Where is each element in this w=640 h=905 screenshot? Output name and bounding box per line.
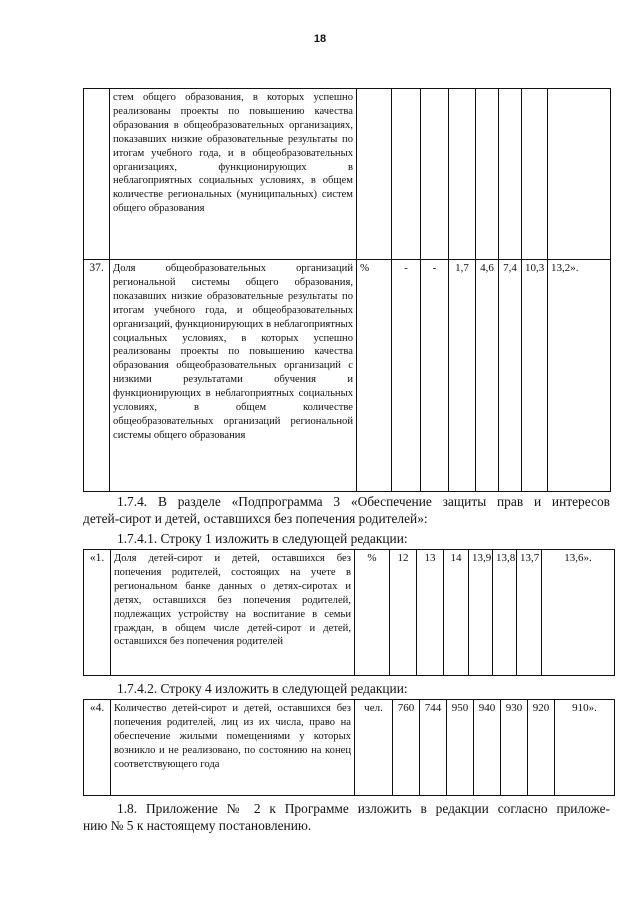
- value-cell: 4,6: [476, 260, 499, 492]
- table-row-1: [84, 550, 615, 676]
- paragraph-1-7-4-1: [117, 530, 597, 547]
- value-cell: 920: [528, 700, 555, 796]
- value-cell: 7,4: [499, 260, 522, 492]
- paragraph-line: 1.7.4.2. Строку 4 изложить в следующей редакции:: [117, 681, 408, 696]
- value-cell: -: [392, 260, 421, 492]
- value-cell: 13,8: [493, 550, 517, 676]
- paragraph-1-7-4: [83, 493, 610, 527]
- value-cell: 13,9: [469, 550, 493, 676]
- value-cell: 13,7: [517, 550, 542, 676]
- indicators-table-2: [83, 549, 615, 676]
- paragraph-line: нию № 5 к настоящему постановлению.: [83, 818, 312, 833]
- paragraph-1-8: [83, 800, 610, 834]
- indicator-text: стем общего образования, в которых успешно реализованы проекты по повышению качества образования в общеобразовательных организациях, показавших низкие образовательные результаты по итогам учебного года, и в общеобразовательных организациях, функционирующих в неблагоприятных социальных условиях, в общем количестве региональных (муниципальных) систем общего образования: [110, 89, 357, 260]
- table-row-4: [84, 700, 615, 796]
- paragraph-line: детей-сирот и детей, оставшихся без попечения родителей»:: [83, 511, 428, 526]
- paragraph-line: 1.8. Приложение № 2 к Программе изложить в редакции согласно приложе-: [117, 801, 610, 816]
- unit-cell: чел.: [355, 700, 393, 796]
- value-cell: 13: [417, 550, 444, 676]
- value-cell: 950: [447, 700, 474, 796]
- indicator-text: Количество детей-сирот и детей, оставшихся без попечения родителей, лиц из их числа, право на обеспечение жилыми помещениями у которых возникло и не реализовано, по состоянию на конец соответствующего года: [111, 700, 355, 796]
- paragraph-1-7-4-2: [117, 680, 597, 697]
- table-row-continued: [84, 89, 611, 260]
- value-cell: 12: [390, 550, 417, 676]
- value-cell: 940: [474, 700, 501, 796]
- value-cell: 13,2».: [548, 260, 611, 492]
- indicator-text: Доля детей-сирот и детей, оставшихся без попечения родителей, состоящих на учете в региональном банке данных о детях-сиротах и детях, оставшихся без попечения родителей, подлежащих устройству на воспитание в семьи граждан, в общем числе детей-сирот и детей, оставшихся без попечения родителей: [111, 550, 355, 676]
- unit-cell: %: [357, 260, 392, 492]
- value-cell: 13,6».: [542, 550, 615, 676]
- indicators-table-1: [83, 88, 611, 492]
- value-cell: 10,3: [522, 260, 548, 492]
- page-number: 18: [313, 33, 327, 45]
- row-number: «4.: [84, 700, 111, 796]
- indicators-table-3: [83, 699, 615, 796]
- value-cell: 14: [444, 550, 469, 676]
- indicator-text: Доля общеобразовательных организаций региональной системы общего образования, показавших низкие образовательные результаты по итогам учебного года, и общеобразовательных организаций, функционирующих в неблагоприятных социальных условиях, в которых успешно реализованы проекты по повышению качества образования общеобразовательных организаций с низкими результатами обучения и функционирующих в неблагоприятных социальных условиях, в общем количестве общеобразовательных организаций региональной системы общего образования: [110, 260, 357, 492]
- table-row-37: [84, 260, 611, 492]
- value-cell: 930: [501, 700, 528, 796]
- value-cell: 744: [420, 700, 447, 796]
- unit-cell: %: [355, 550, 390, 676]
- row-number: 37.: [84, 260, 110, 492]
- value-cell: 760: [393, 700, 420, 796]
- paragraph-line: 1.7.4.1. Строку 1 изложить в следующей редакции:: [117, 531, 408, 546]
- row-number: «1.: [84, 550, 111, 676]
- paragraph-line: 1.7.4. В разделе «Подпрограмма 3 «Обеспечение защиты прав и интересов: [117, 494, 610, 509]
- value-cell: 910».: [555, 700, 615, 796]
- value-cell: -: [421, 260, 449, 492]
- value-cell: 1,7: [449, 260, 476, 492]
